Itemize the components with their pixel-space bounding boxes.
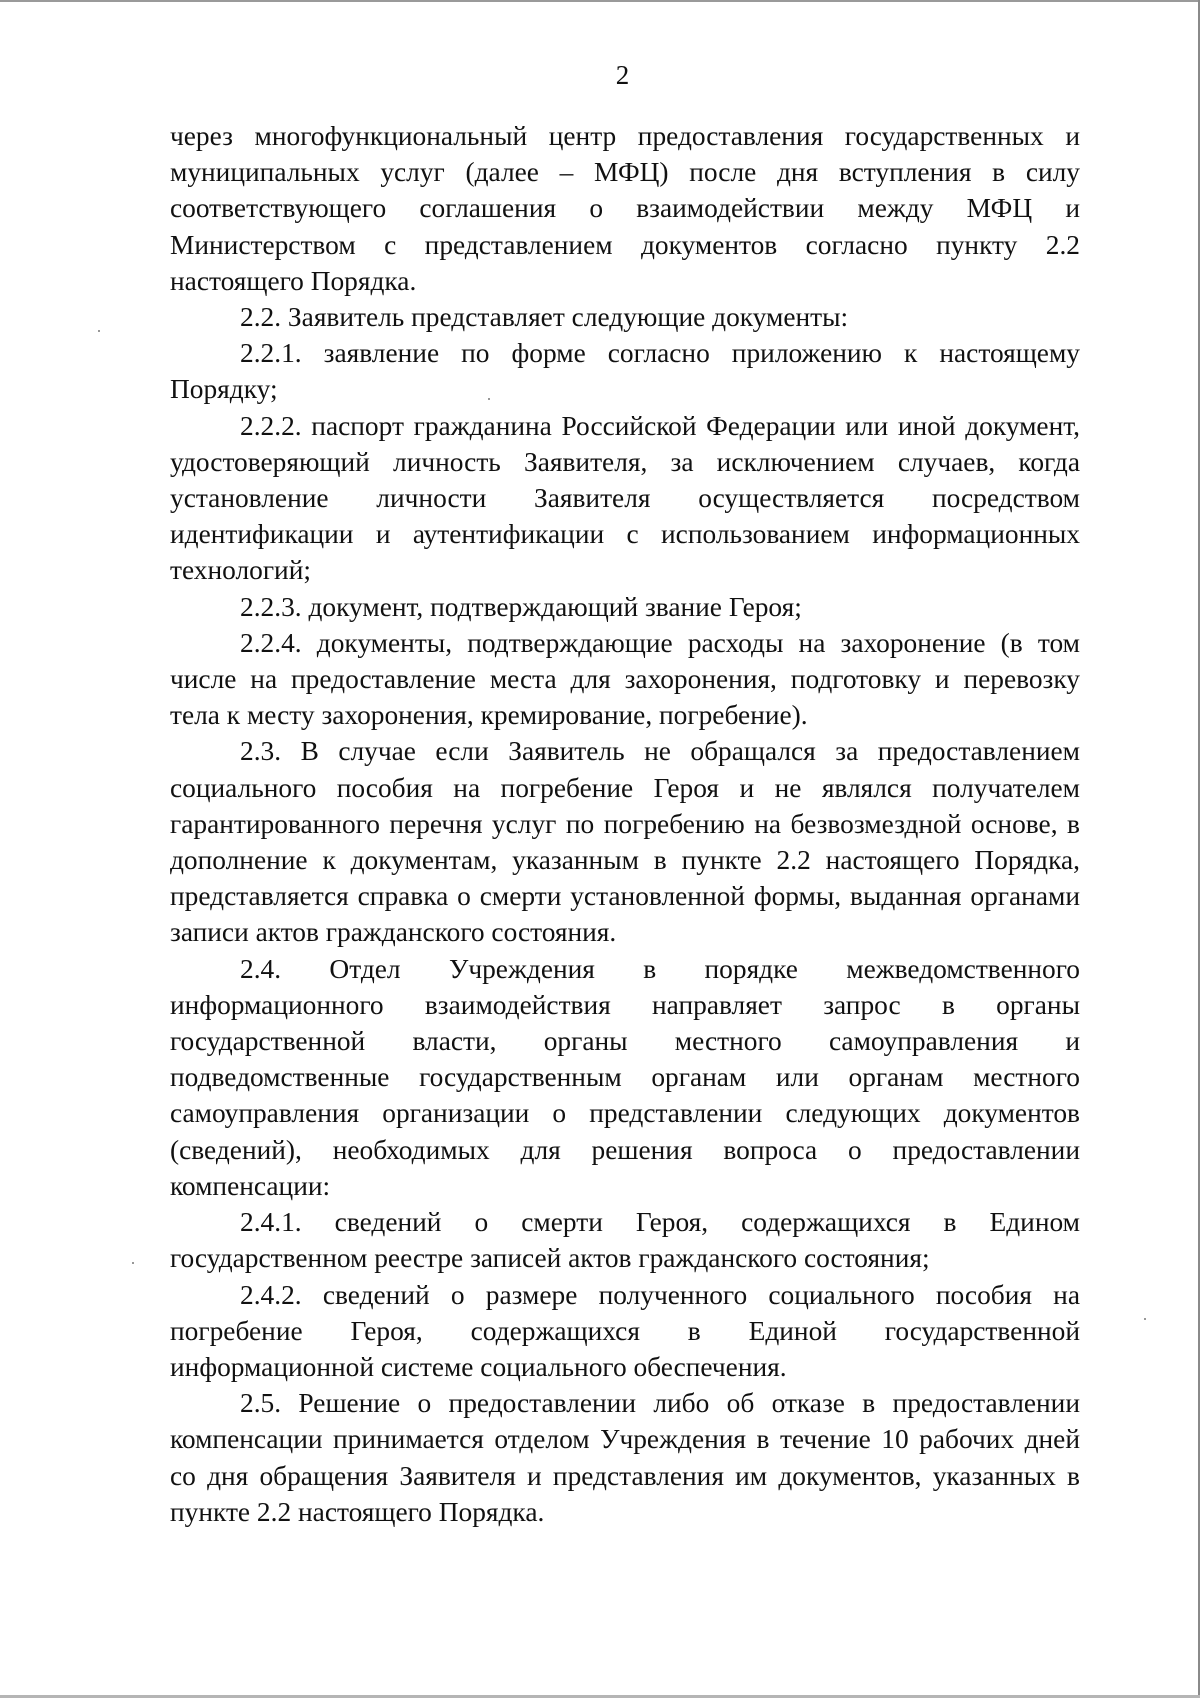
scan-speck xyxy=(132,1262,134,1264)
paragraph-2-2-3: 2.2.3. документ, подтверждающий звание Героя; xyxy=(240,591,802,622)
paragraph-2-2: 2.2. Заявитель представляет следующие документы: xyxy=(240,302,849,333)
document-body xyxy=(170,118,1080,1530)
paragraph-2-2-1: 2.2.1. заявление по форме согласно приложению к настоящему Порядку; xyxy=(170,338,1080,405)
paragraph-2-2-2: 2.2.2. паспорт гражданина Российской Федерации или иной документ, удостоверяющий личность Заявителя, за исключением случаев, когда установление личности Заявителя осуществляется посредством идентификации и аутентификации с использованием информационных технологий; xyxy=(170,410,1080,586)
paragraph-continuation: через многофункциональный центр предоставления государственных и муниципальных услуг (далее – МФЦ) после дня вступления в силу соответствующего соглашения о взаимодействии между МФЦ и Министерством с представлением документов согласно пункту 2.2 настоящего Порядка. xyxy=(170,121,1080,296)
paragraph-2-4: 2.4. Отдел Учреждения в порядке межведомственного информационного взаимодействия направляет запрос в органы государственной власти, органы местного самоуправления и подведомственные государственным органам или органам местного самоуправления организации о представлении следующих документов (сведений), необходимых для решения вопроса о предоставлении компенсации: xyxy=(170,953,1080,1201)
paragraph-2-4-1: 2.4.1. сведений о смерти Героя, содержащихся в Едином государственном реестре записей актов гражданского состояния; xyxy=(170,1207,1080,1274)
paragraph-2-3: 2.3. В случае если Заявитель не обращался за предоставлением социального пособия на погребение Героя и не являлся получателем гарантированного перечня услуг по погребению на безвозмездной основе, в дополнение к документам, указанным в пункте 2.2 настоящего Порядка, представляется справка о смерти установленной формы, выданная органами записи актов гражданского состояния. xyxy=(170,736,1080,948)
paragraph-2-4-2: 2.4.2. сведений о размере полученного социального пособия на погребение Героя, содержащихся в Единой государственной информационной системе социального обеспечения. xyxy=(170,1279,1080,1382)
paragraph-2-5: 2.5. Решение о предоставлении либо об отказе в предоставлении компенсации принимается отделом Учреждения в течение 10 рабочих дней со дня обращения Заявителя и представления им документов, указанных в пункте 2.2 настоящего Порядка. xyxy=(170,1388,1080,1527)
scan-speck xyxy=(98,330,100,332)
scan-edge-top xyxy=(0,0,1200,2)
page-number: 2 xyxy=(615,60,630,90)
scan-speck xyxy=(1144,1318,1146,1320)
paragraph-2-2-4: 2.2.4. документы, подтверждающие расходы на захоронение (в том числе на предоставление места для захоронения, подготовку и перевозку тела к месту захоронения, кремирование, погребение). xyxy=(170,627,1080,731)
